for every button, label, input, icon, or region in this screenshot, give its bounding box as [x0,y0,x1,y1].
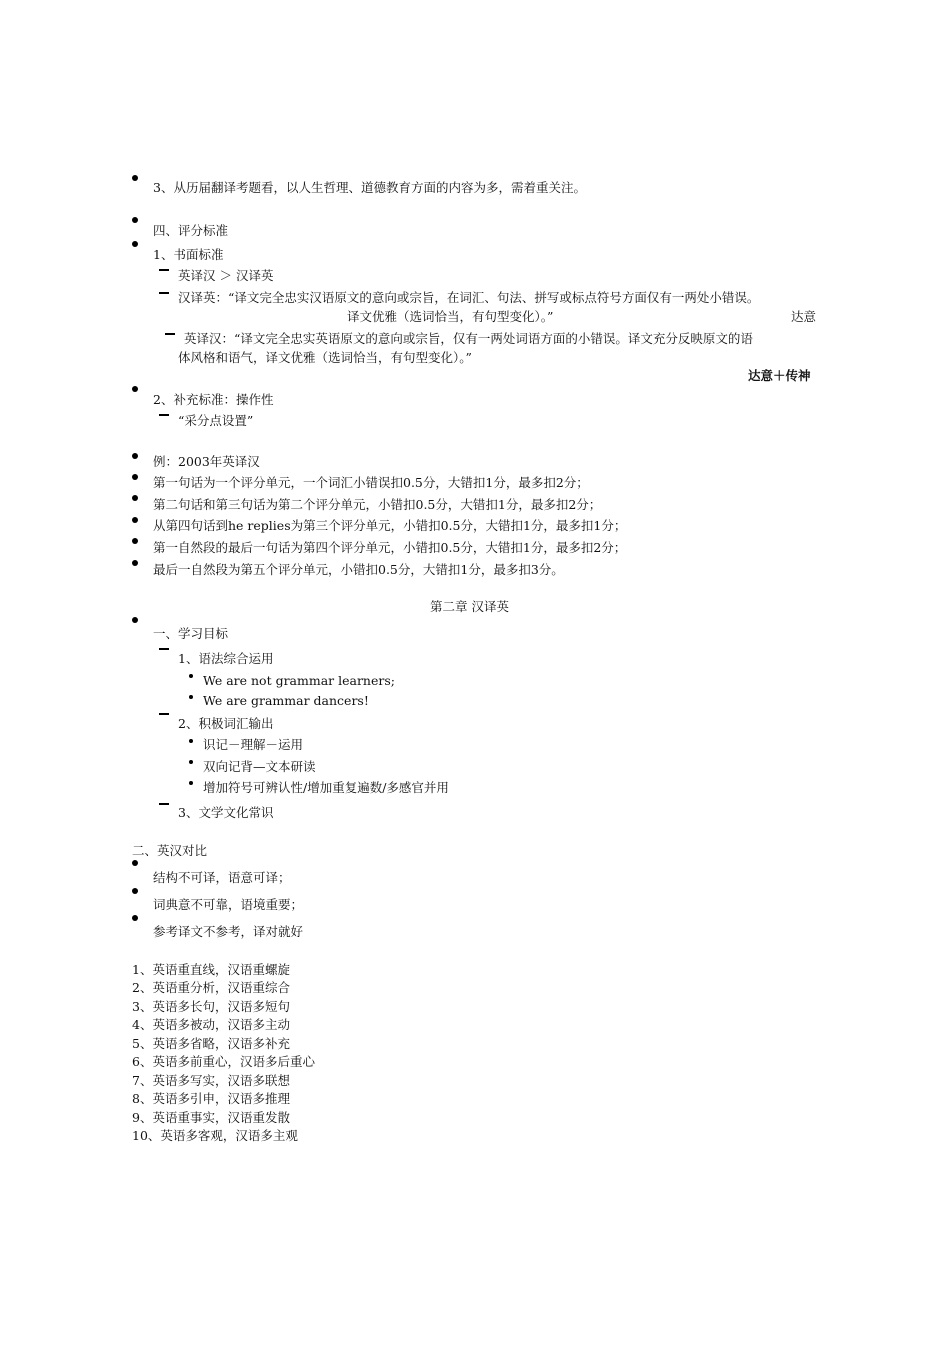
example-line-1: 例：2003年英译汉 [153,454,260,469]
sub-bullet [189,781,193,785]
exam-topic-note: 3、从历届翻译考题看，以人生哲理、道德教育方面的内容为多，需着重关注。 [153,180,586,195]
sub-bullet [189,695,193,699]
example-line-2: 第一句话为一个评分单元，一个词汇小错误扣0.5分，大错扣1分，最多扣2分； [153,475,589,490]
contrast-list-4: 4、英语多被动，汉语多主动 [132,1017,290,1032]
bullet [132,241,138,247]
dash [159,414,169,416]
bullet [132,517,138,523]
bullet [132,617,138,623]
contrast-list-2: 2、英语重分析，汉语重综合 [132,980,290,995]
en-cn-tag: 达意＋传神 [748,368,811,383]
compare-line: 英译汉 ＞ 汉译英 [178,268,274,283]
example-line-6: 最后一自然段为第五个评分单元，小错扣0.5分，大错扣1分，最多扣3分。 [153,562,564,577]
bullet [132,474,138,480]
cn-en-tag: 达意 [791,309,817,324]
bullet [132,386,138,392]
contrast-list-3: 3、英语多长句，汉语多短句 [132,999,290,1014]
bullet [132,495,138,501]
bullet [132,538,138,544]
contrast-list-10: 10、英语多客观，汉语多主观 [132,1128,298,1143]
bullet [132,217,138,223]
cn-en-standard-line1: 汉译英：“译文完全忠实汉语原文的意向或宗旨，在词汇、句法、拼写或标点符号方面仅有一两处小错误。 [178,290,760,305]
dash [165,333,175,335]
contrast-item-3: 参考译文不参考，译对就好 [153,924,304,939]
bullet [132,888,138,894]
bullet [132,175,138,181]
example-line-3: 第二句话和第三句话为第二个评分单元，小错扣0.5分，大错扣1分，最多扣2分； [153,497,602,512]
contrast-list-7: 7、英语多写实，汉语多联想 [132,1073,290,1088]
scoring-heading: 四、评分标准 [153,223,229,238]
contrast-item-2: 词典意不可靠，语境重要； [153,897,304,912]
supplementary-standard: 2、补充标准：操作性 [153,392,274,407]
contrast-list-8: 8、英语多引申，汉语多推理 [132,1091,290,1106]
bullet [132,560,138,566]
chapter-title: 第二章 汉译英 [430,599,509,614]
sub-bullet [189,674,193,678]
en-cn-standard-line1: 英译汉：“译文完全忠实英语原文的意向或宗旨，仅有一两处词语方面的小错误。译文充分反映原文的语 [184,331,753,346]
contrast-item-1: 结构不可译，语意可译； [153,870,291,885]
bullet [132,915,138,921]
bullet [132,453,138,459]
vocabulary-item-2: 双向记背—文本研读 [203,759,316,774]
vocabulary-item-3: 增加符号可辨认性/增加重复遍数/多感官并用 [203,780,449,795]
sub-bullet [189,760,193,764]
dash [159,269,169,271]
example-line-5: 第一自然段的最后一句话为第四个评分单元，小错扣0.5分，大错扣1分，最多扣2分； [153,540,627,555]
example-line-4: 从第四句话到he replies为第三个评分单元，小错扣0.5分，大错扣1分，最多扣1分； [153,518,627,533]
cn-en-standard-line2: 译文优雅（选词恰当，有句型变化）。” [347,309,554,324]
scoring-points-setting: “采分点设置” [178,413,254,428]
contrast-heading: 二、英汉对比 [132,843,208,858]
contrast-list-9: 9、英语重事实，汉语重发散 [132,1110,290,1125]
sub-bullet [189,739,193,743]
contrast-list-6: 6、英语多前重心，汉语多后重心 [132,1054,315,1069]
en-cn-standard-line2: 体风格和语气，译文优雅（选词恰当，有句型变化）。” [178,350,472,365]
culture-goal: 3、文学文化常识 [178,805,274,820]
contrast-list-1: 1、英语重直线，汉语重螺旋 [132,962,290,977]
vocabulary-goal: 2、积极词汇输出 [178,716,274,731]
learning-goals-heading: 一、学习目标 [153,626,229,641]
dash [159,648,169,650]
vocabulary-item-1: 识记－理解－运用 [203,737,304,752]
grammar-goal: 1、语法综合运用 [178,651,274,666]
dash [159,292,169,294]
grammar-item-1: We are not grammar learners; [203,673,395,688]
grammar-item-2: We are grammar dancers! [203,693,369,708]
dash [159,713,169,715]
dash [159,803,169,805]
contrast-list-5: 5、英语多省略，汉语多补充 [132,1036,290,1051]
written-standard: 1、书面标准 [153,247,224,262]
bullet [132,860,138,866]
